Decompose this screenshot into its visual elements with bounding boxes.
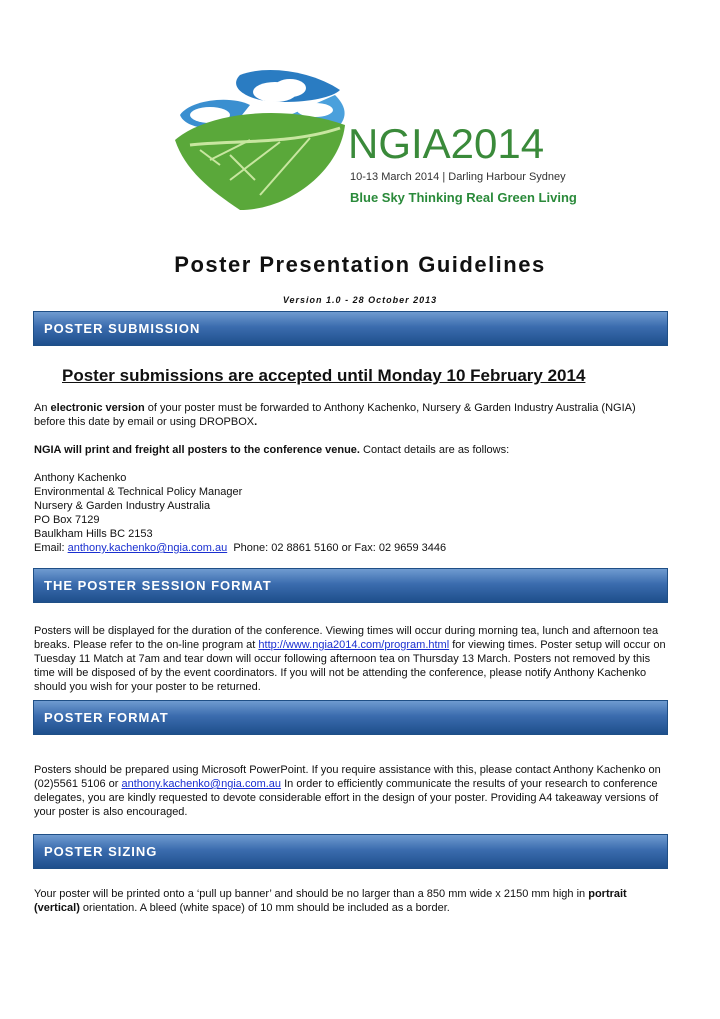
page-title: Poster Presentation Guidelines bbox=[174, 252, 546, 277]
ngia2014-logo bbox=[170, 70, 577, 220]
text-span: Contact details are as follows: bbox=[359, 444, 510, 456]
section-heading-text: POSTER SUBMISSION bbox=[44, 321, 201, 336]
text-span: In order to efficiently communicate the results of your research to conference delegates, you are kindly requested to devote considerable effort in the design of your poster. Providing A4 takeaway versions of your poster is also encouraged. bbox=[34, 778, 659, 818]
poster-sizing-paragraph bbox=[34, 887, 666, 915]
bold-text: electronic version bbox=[50, 402, 145, 414]
text-span: Posters will be displayed for the duration of the conference. Viewing times will occur during morning tea, lunch and afternoon tea breaks. Please refer to the on-line program at bbox=[34, 625, 659, 651]
bold-text: NGIA will print and freight all posters to the conference venue. bbox=[34, 444, 360, 456]
version-line: Version 1.0 - 28 October 2013 bbox=[282, 295, 438, 305]
section-header-poster-format bbox=[33, 700, 668, 735]
logo-dates-venue-text: 10-13 March 2014 | Darling Harbour Sydney bbox=[350, 171, 566, 183]
text-span: Posters should be prepared using Microsoft PowerPoint. If you require assistance with this, please contact Anthony Kachenko on (02)5561 5106 or bbox=[34, 764, 661, 790]
section-header-poster-sizing bbox=[33, 834, 668, 869]
text-span: orientation. A bleed (white space) of 10 mm should be included as a border. bbox=[79, 902, 450, 914]
email-link[interactable]: anthony.kachenko@ngia.com.au bbox=[121, 778, 282, 790]
email-label: Email: bbox=[34, 542, 68, 554]
contact-name: Anthony Kachenko bbox=[34, 472, 127, 484]
contact-org: Nursery & Garden Industry Australia bbox=[34, 500, 211, 512]
program-link[interactable]: http://www.ngia2014.com/program.html bbox=[258, 639, 450, 651]
bold-text: portrait (vertical) bbox=[34, 888, 627, 914]
section-heading-text: POSTER FORMAT bbox=[44, 710, 169, 725]
contact-email-phone-line bbox=[34, 541, 666, 555]
logo-tagline-text: Blue Sky Thinking Real Green Living bbox=[350, 190, 577, 205]
leaf-sky-logo-graphic bbox=[170, 70, 577, 220]
section-heading-text: POSTER SIZING bbox=[44, 844, 158, 859]
session-format-paragraph bbox=[34, 624, 666, 694]
section-heading-text: THE POSTER SESSION FORMAT bbox=[44, 578, 272, 593]
contact-po-box: PO Box 7129 bbox=[34, 514, 100, 526]
text-span: Your poster will be printed onto a ‘pull up banner’ and should be no larger than a 850 mm wide x 2150 mm high in bbox=[34, 888, 589, 900]
section-header-session-format bbox=[33, 568, 668, 603]
text-span: for viewing times. Poster setup will occur on Tuesday 11 Match at 7am and tear down will occur following afternoon tea on Thursday 13 March. Posters not removed by this time will be disposed of by the event coordinators. If you will not be attending the conference, please notify Anthony Kachenko should you wish for your poster to be returned. bbox=[34, 639, 666, 693]
print-freight-paragraph bbox=[34, 443, 666, 457]
email-link[interactable]: anthony.kachenko@ngia.com.au bbox=[67, 542, 228, 554]
section-header-poster-submission bbox=[33, 311, 668, 346]
text-span: An bbox=[34, 402, 51, 414]
contact-block bbox=[34, 471, 666, 555]
submission-deadline-headline: Poster submissions are accepted until Monday 10 February 2014 bbox=[62, 366, 586, 385]
contact-city: Baulkham Hills BC 2153 bbox=[34, 528, 153, 540]
submission-paragraph bbox=[34, 401, 666, 429]
text-span: of your poster must be forwarded to Anthony Kachenko, Nursery & Garden Industry Australia (NGIA) before this date by email or using DROPBOX bbox=[34, 402, 636, 428]
poster-format-paragraph bbox=[34, 763, 666, 819]
contact-role: Environmental & Technical Policy Manager bbox=[34, 486, 243, 498]
bold-text: . bbox=[254, 416, 258, 428]
phone-fax-text: Phone: 02 8861 5160 or Fax: 02 9659 3446 bbox=[227, 542, 447, 554]
logo-brand-text: NGIA2014 bbox=[348, 120, 545, 167]
